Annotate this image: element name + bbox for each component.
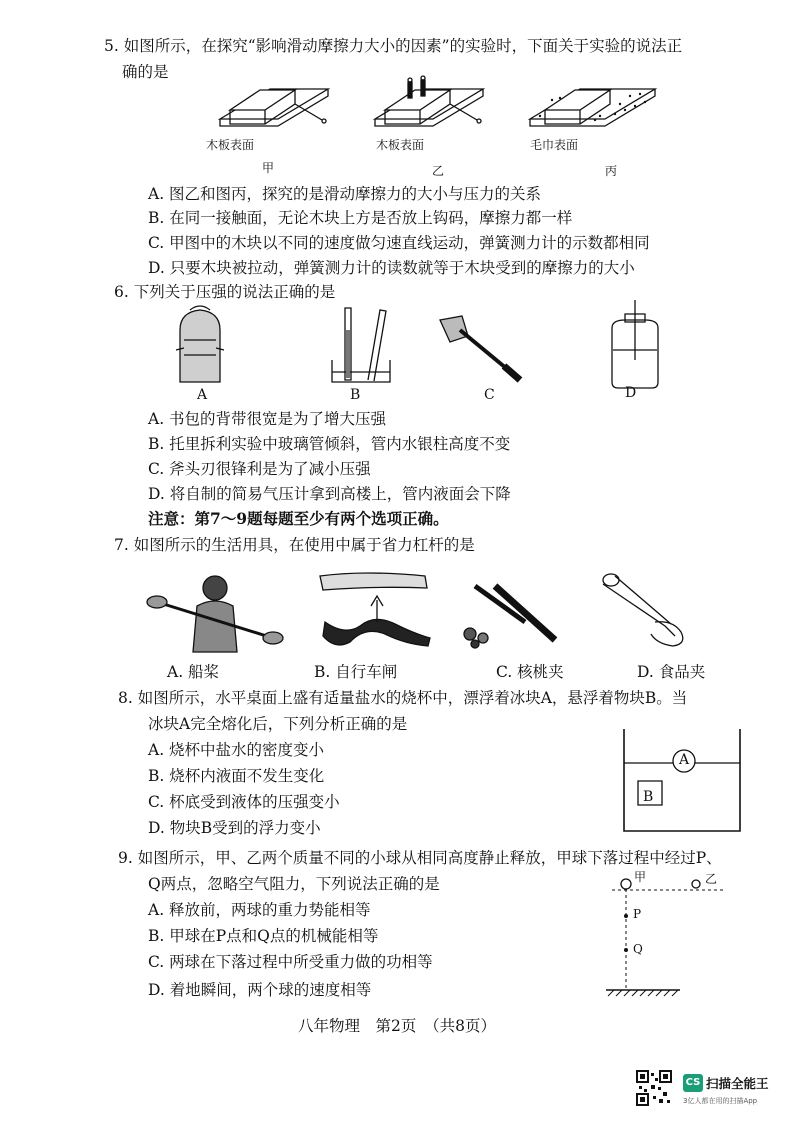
q9-stem-line2: Q两点，忽略空气阻力，下列说法正确的是 (148, 875, 440, 893)
q9-point-p-label: P (633, 907, 642, 921)
q5-fig-b-board (375, 76, 483, 126)
q6-option-d: D. 将自制的简易气压计拿到高楼上，管内液面会下降 (148, 485, 511, 503)
barometer-bottle-icon (612, 300, 658, 388)
note-multiple-answers: 注意：第7～9题每题至少有两个选项正确。 (148, 509, 449, 528)
q9-falling-balls-figure (600, 870, 730, 998)
q9-stem-line1: 9. 如图所示，甲、乙两个质量不同的小球从相同高度静止释放，甲球下落过程中经过P、 (118, 849, 722, 867)
q6-figure (170, 300, 660, 390)
q8-option-c: C. 杯底受到液体的压强变小 (148, 793, 340, 811)
q9-option-a: A. 释放前，两球的重力势能相等 (148, 901, 371, 919)
q7-stem: 7. 如图所示的生活用具，在使用中属于省力杠杆的是 (114, 536, 475, 554)
q6-fig-label-a: A (197, 387, 208, 403)
q9-option-b: B. 甲球在P点和Q点的机械能相等 (148, 927, 379, 945)
q6-stem: 6. 下列关于压强的说法正确的是 (114, 283, 336, 301)
q9-option-c: C. 两球在下落过程中所受重力做的功相等 (148, 953, 433, 971)
q5-stem-line2: 确的是 (122, 63, 169, 81)
q8-stem-line1: 8. 如图所示，水平桌面上盛有适量盐水的烧杯中，漂浮着冰块A，悬浮着物块B。当 (118, 689, 688, 707)
q8-label-b: B (643, 789, 654, 805)
q5-surface-c: 毛巾表面 (530, 138, 579, 152)
q9-option-d: D. 着地瞬间，两个球的速度相等 (148, 981, 372, 999)
q5-label-a: 甲 (262, 161, 275, 175)
q8-option-a: A. 烧杯中盐水的密度变小 (148, 741, 325, 759)
food-tongs-icon (603, 574, 683, 646)
q5-label-c: 丙 (605, 164, 618, 178)
q5-fig-c-board (530, 89, 655, 126)
q7-caption-c: C. 核桃夹 (496, 663, 564, 681)
q5-label-b: 乙 (432, 164, 445, 178)
q5-option-b: B. 在同一接触面，无论木块上方是否放上钩码，摩擦力都一样 (148, 209, 573, 227)
q8-beaker-figure (620, 725, 745, 835)
q9-point-q-label: Q (633, 942, 643, 956)
qr-code-icon (636, 1070, 672, 1106)
torricelli-apparatus-icon (332, 308, 390, 382)
bike-brake-icon (320, 573, 430, 646)
camscanner-title: 扫描全能王 (706, 1076, 769, 1091)
camscanner-logo: CS (683, 1074, 703, 1092)
q6-fig-label-b: B (350, 387, 361, 403)
q6-option-c: C. 斧头刃很锋利是为了减小压强 (148, 460, 371, 478)
page-footer: 八年物理 第2页 （共8页） (298, 1017, 496, 1035)
q6-fig-label-d: D (625, 385, 637, 401)
axe-icon (440, 316, 520, 380)
q8-stem-line2: 冰块A完全熔化后，下列分析正确的是 (148, 715, 408, 733)
q8-option-b: B. 烧杯内液面不发生变化 (148, 767, 325, 785)
q5-fig-a-board (220, 89, 328, 126)
q9-ball-a-label: 甲 (634, 870, 647, 884)
q6-option-b: B. 托里拆利实验中玻璃管倾斜，管内水银柱高度不变 (148, 435, 511, 453)
q5-option-a: A. 图乙和图丙，探究的是滑动摩擦力的大小与压力的关系 (148, 185, 542, 203)
q6-option-a: A. 书包的背带很宽是为了增大压强 (148, 410, 387, 428)
q5-option-c: C. 甲图中的木块以不同的速度做匀速直线运动，弹簧测力计的示数都相同 (148, 234, 650, 252)
q8-label-a: A (679, 752, 690, 768)
paddle-icon (147, 576, 283, 652)
q6-fig-label-c: C (484, 387, 495, 403)
q7-caption-a: A. 船桨 (167, 663, 220, 681)
q8-option-d: D. 物块B受到的浮力变小 (148, 819, 321, 837)
camscanner-subtitle: 3亿人都在用的扫描App (683, 1097, 758, 1105)
q7-caption-b: B. 自行车闸 (314, 663, 398, 681)
nutcracker-icon (464, 586, 555, 648)
q5-stem-line1: 5. 如图所示，在探究“影响滑动摩擦力大小的因素”的实验时，下面关于实验的说法正 (104, 37, 683, 55)
q7-caption-d: D. 食品夹 (637, 663, 706, 681)
q9-ball-b-label: 乙 (705, 872, 718, 886)
q5-surface-a: 木板表面 (206, 138, 255, 152)
q7-figure (145, 566, 705, 662)
backpack-icon (176, 306, 224, 382)
q5-surface-b: 木板表面 (376, 138, 425, 152)
q5-option-d: D. 只要木块被拉动，弹簧测力计的读数就等于木块受到的摩擦力的大小 (148, 259, 635, 277)
